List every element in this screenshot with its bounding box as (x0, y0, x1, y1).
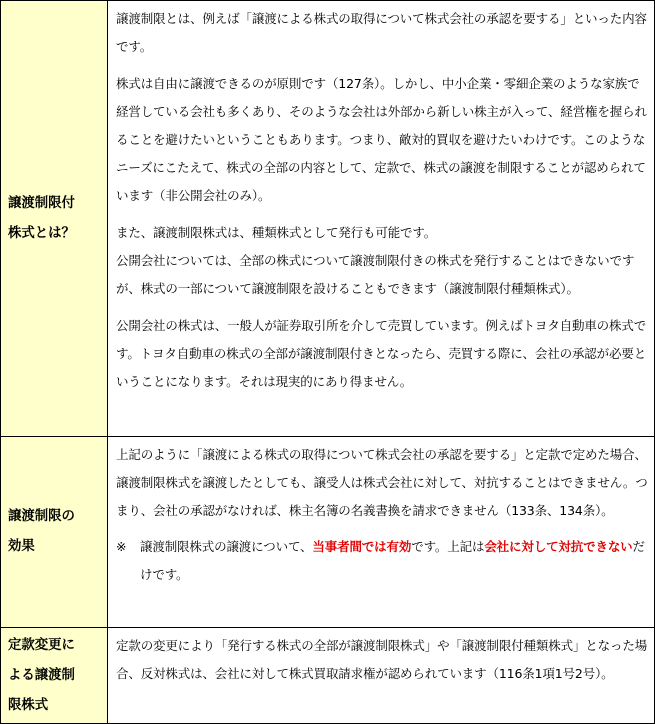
row-header-line: よる譲渡制 (8, 667, 75, 683)
row-header-line: 限株式 (8, 697, 49, 713)
row-header (1, 437, 108, 628)
note-text-middle: です。上記は (411, 539, 485, 554)
row-header-line: 譲渡制限付 (8, 195, 75, 211)
row-header-line: 効果 (8, 539, 35, 554)
row-header (1, 1, 108, 437)
row-content (108, 628, 655, 724)
row-header-line: 株式とは？ (8, 225, 75, 241)
row-header-line: 定款変更に (8, 637, 75, 653)
row-header-line: 譲渡制限の (8, 509, 75, 524)
note-text (140, 533, 649, 589)
paragraph: 譲渡制限とは、例えば「譲渡による株式の取得について株式会社の承認を要する」といった内容です。 (116, 11, 647, 54)
row-header (1, 628, 108, 724)
paragraph: 株式は自由に譲渡できるのが原則です（127条）。しかし、中小企業・零細企業のような家族で経営している会社も多くあり、そのような会社は外部から新しい株主が入って、経営権を握られることを避けたいということもあります。つまり、敵対的買収を避けたいわけです。このようなニーズにこたえて、株式の全部の内容として、定款で、株式の譲渡を制限することが認められています（非公開会社のみ）。 (116, 76, 647, 203)
row-content (108, 1, 655, 437)
note-text-before: 譲渡制限株式の譲渡について、 (140, 539, 313, 554)
note-text-after: だけです。 (140, 539, 645, 582)
emphasis-valid: 当事者間では有効 (312, 539, 412, 554)
row-content (108, 437, 655, 628)
paragraph: 上記のように「譲渡による株式の取得について株式会社の承認を要する」と定款で定めた場合、譲渡制限株式を譲渡したとしても、譲受人は株式会社に対して、対抗することはできません。つまり、会社の承認がなければ、株主名簿の名義書換を請求できません（133条、134条）。 (116, 447, 648, 518)
paragraph: 公開会社の株式は、一般人が証券取引所を介して売買しています。例えばトヨタ自動車の株式です。トヨタ自動車の株式の全部が譲渡制限付きとなったら、売買する際に、会社の承認が必要ということになります。それは現実的にあり得ません。 (116, 318, 647, 389)
paragraph: また、譲渡制限株式は、種類株式として発行も可能です。 (116, 225, 437, 240)
emphasis-no-effect: 会社に対して対抗できない (484, 539, 633, 554)
note-mark: ※ (116, 539, 127, 554)
note (116, 533, 649, 589)
paragraph: 定款の変更により「発行する株式の全部が譲渡制限株式」や「譲渡制限付種類株式」となった場合、反対株式は、会社に対して株式買取請求権が認められています（116条1項1号2号）。 (116, 638, 648, 681)
paragraph: 公開会社については、全部の株式について譲渡制限付きの株式を発行することはできないですが、株式の一部について譲渡制限を設けることもできます（譲渡制限付種類株式）。 (116, 253, 635, 296)
table-row (1, 437, 655, 628)
table-row (1, 1, 655, 437)
table-row (1, 628, 655, 724)
